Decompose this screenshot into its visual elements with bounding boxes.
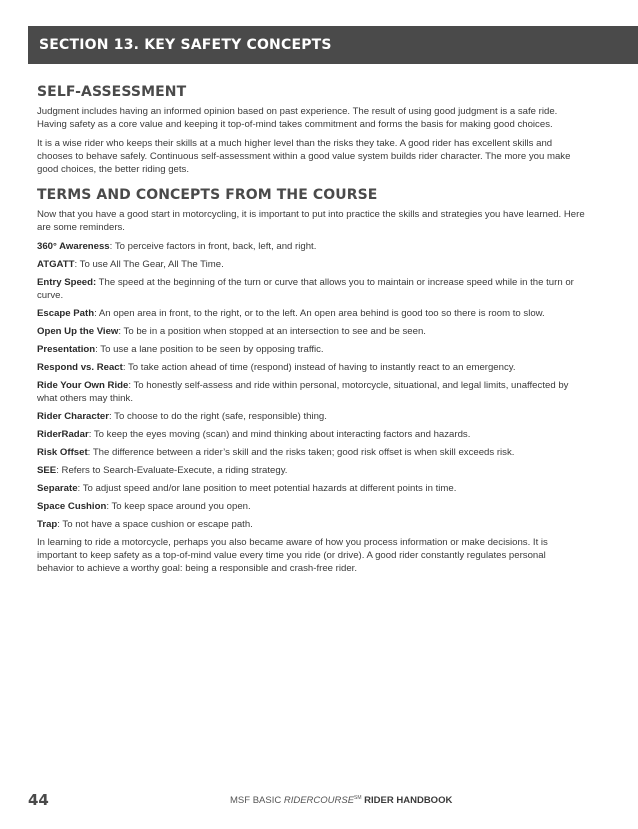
service-mark: SM — [354, 795, 362, 801]
term-item — [37, 482, 585, 495]
term-item — [37, 446, 585, 459]
term-name: Separate — [37, 483, 78, 494]
term-item — [37, 518, 585, 531]
term-name: Ride Your Own Ride — [37, 380, 129, 391]
term-name: Entry Speed: — [37, 277, 97, 288]
terms-list — [37, 240, 585, 531]
section-title: SECTION 13. KEY SAFETY CONCEPTS — [39, 37, 332, 53]
term-definition: : To be in a position when stopped at an intersection to see and be seen. — [118, 326, 426, 337]
term-name: ATGATT — [37, 259, 75, 270]
term-definition: : An open area in front, to the right, or to the left. An open area behind is good too so there is room to slow. — [94, 308, 545, 319]
page-content — [37, 84, 585, 581]
term-name: Trap — [37, 519, 58, 530]
term-definition: : To use a lane position to be seen by opposing traffic. — [95, 344, 324, 355]
term-name: Space Cushion — [37, 501, 107, 512]
term-definition: : Refers to Search-Evaluate-Execute, a riding strategy. — [56, 465, 288, 476]
term-name: Open Up the View — [37, 326, 119, 337]
term-item — [37, 276, 585, 302]
term-name: Risk Offset — [37, 447, 88, 458]
term-item — [37, 343, 585, 356]
footer-course: RIDERCOURSE — [283, 795, 355, 807]
term-definition: : To perceive factors in front, back, left, and right. — [109, 241, 317, 252]
term-item — [37, 410, 585, 423]
closing-paragraph: In learning to ride a motorcycle, perhaps you also became aware of how you process information or make decisions. It is important to keep safety as a top-of-mind value every time you ride (or drive). A good rider constantly regulates personal behavior to achieve a worthy goal: being a responsible and crash-free rider. — [37, 537, 548, 574]
term-name: RiderRadar — [37, 429, 89, 440]
footer-prefix: MSF BASIC — [230, 795, 284, 807]
term-item — [37, 379, 585, 405]
terms-heading: TERMS AND CONCEPTS FROM THE COURSE — [37, 187, 378, 203]
term-definition: : To take action ahead of time (respond) instead of having to instantly react to an emergency. — [122, 362, 516, 373]
page-number: 44 — [28, 791, 49, 809]
term-item — [37, 500, 585, 513]
term-item — [37, 428, 585, 441]
term-item — [37, 361, 585, 374]
term-definition: : To adjust speed and/or lane position to meet potential hazards at different points in time. — [77, 483, 457, 494]
term-definition: : To not have a space cushion or escape path. — [57, 519, 253, 530]
term-item — [37, 307, 585, 320]
term-name: Rider Character — [37, 411, 109, 422]
self-assessment-paragraph: Judgment includes having an informed opinion based on past experience. The result of using good judgment is a safe ride. Having safety as a core value and keeping it top-of-mind takes commitment and forms the basis for making good choices. — [37, 106, 558, 130]
term-name: 360° Awareness — [37, 241, 110, 252]
term-definition: : To choose to do the right (safe, responsible) thing. — [108, 411, 327, 422]
term-definition: The speed at the beginning of the turn or curve that allows you to maintain or increase speed while in the turn or curve. — [37, 277, 574, 301]
term-definition: : To use All The Gear, All The Time. — [74, 259, 224, 270]
term-definition: : To keep space around you open. — [106, 501, 251, 512]
term-definition: : To honestly self-assess and ride within personal, motorcycle, situational, and legal limits, unaffected by what others may think. — [37, 380, 569, 404]
footer-title — [230, 795, 452, 806]
term-definition: : To keep the eyes moving (scan) and mind thinking about interacting factors and hazards. — [88, 429, 471, 440]
self-assessment-paragraph: It is a wise rider who keeps their skills at a much higher level than the risks they take. A good rider has excellent skills and chooses to behave safely. Continuous self-assessment within a good value system builds rider character. The more you make good choices, the better riding gets. — [37, 138, 571, 175]
self-assessment-heading: SELF-ASSESSMENT — [37, 84, 187, 100]
term-name: Escape Path — [37, 308, 95, 319]
term-name: SEE — [37, 465, 57, 476]
section-header-bar — [28, 26, 638, 64]
terms-intro: Now that you have a good start in motorcycling, it is important to put into practice the skills and strategies you have learned. Here are some reminders. — [37, 209, 585, 233]
term-definition: : The difference between a rider’s skill and the risks taken; good risk offset is when skill exceeds risk. — [87, 447, 515, 458]
term-item — [37, 325, 585, 338]
term-item — [37, 240, 585, 253]
term-name: Respond vs. React — [37, 362, 123, 373]
term-item — [37, 464, 585, 477]
term-item — [37, 258, 585, 271]
footer-suffix: RIDER HANDBOOK — [361, 795, 453, 807]
term-name: Presentation — [37, 344, 96, 355]
